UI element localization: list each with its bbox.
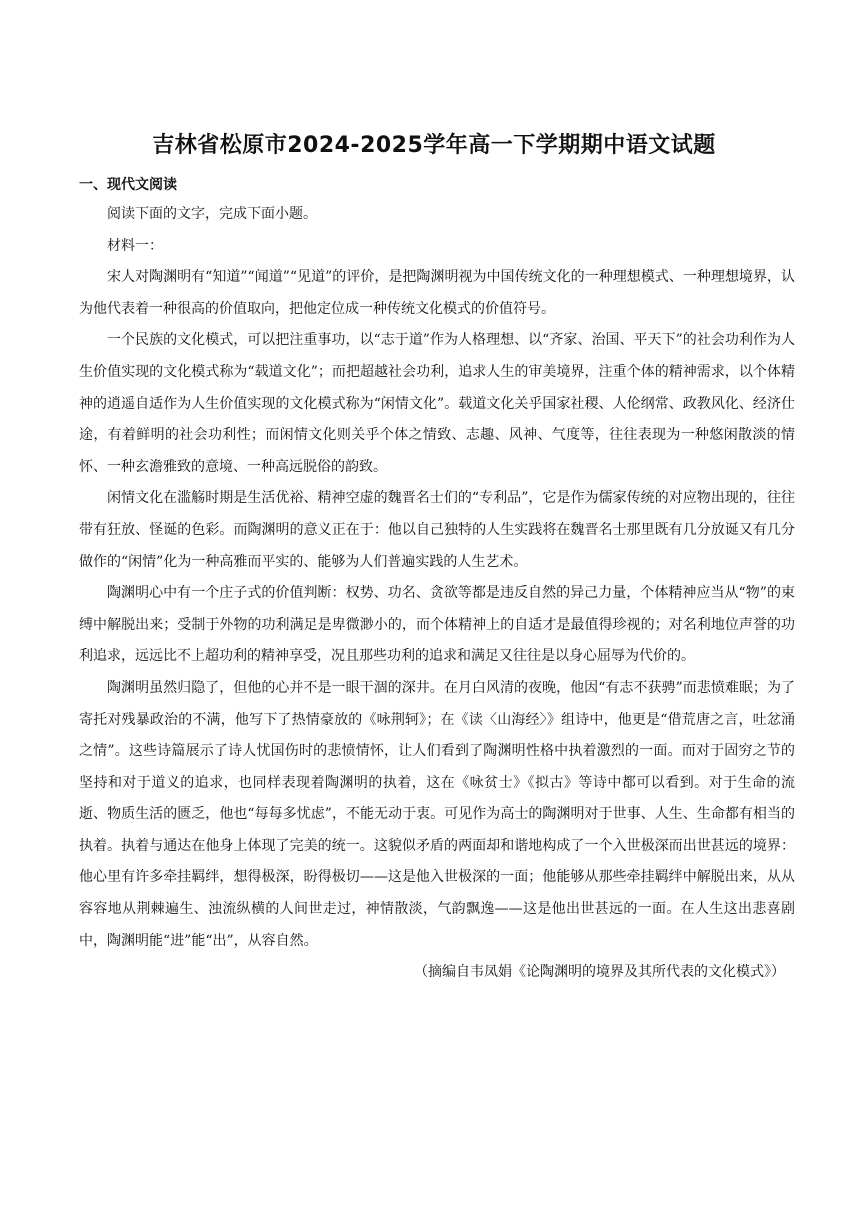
page-title: 吉林省松原市2024-2025学年高一下学期期中语文试题 bbox=[152, 133, 716, 158]
paragraph-2: 一个民族的文化模式，可以把注重事功，以“志于道”作为人格理想、以“齐家、治国、平天下”的社会功利作为人生价值实现的文化模式称为“载道文化”；而把超越社会功利，追求人生的审美境界，注重个体的精神需求，以个体精神的逍遥自适作为人生价值实现的文化模式称为“闲情文化”。载道文化关乎国家社稷、人伦纲常、政教风化、经济仕途，有着鲜明的社会功利性；而闲情文化则关乎个体之情致、志趣、风神、气度等，往往表现为一种悠闲散淡的情怀、一种玄澹雅致的意境、一种高远脱俗的韵致。 bbox=[79, 332, 795, 475]
paragraph-1: 宋人对陶渊明有“知道”“闻道”“见道”的评价，是把陶渊明视为中国传统文化的一种理想模式、一种理想境界，认为他代表着一种很高的价值取向，把他定位成一种传统文化模式的价值符号。 bbox=[79, 269, 795, 317]
paragraph-5: 陶渊明虽然归隐了，但他的心并不是一眼干涸的深井。在月白风清的夜晚，他因“有志不获骋”而悲愤难眠；为了寄托对残暴政治的不满，他写下了热情豪放的《咏荆轲》；在《读〈山海经〉》组诗中，他更是“借荒唐之言，吐忿涌之情”。这些诗篇展示了诗人忧国伤时的悲愤情怀，让人们看到了陶渊明性格中执着激烈的一面。而对于固穷之节的坚持和对于道义的追求，也同样表现着陶渊明的执着，这在《咏贫士》《拟古》等诗中都可以看到。对于生命的流逝、物质生活的匮乏，他也“每每多忧虑”，不能无动于衷。可见作为高士的陶渊明对于世事、人生、生命都有相当的执着。执着与通达在他身上体现了完美的统一。这貌似矛盾的两面却和谐地构成了一个入世极深而出世甚远的境界：他心里有许多牵挂羁绊，想得极深，盼得极切——这是他入世极深的一面；他能够从那些牵挂羁绊中解脱出来，从从容容地从荆棘遍生、浊流纵横的人间世走过，神情散淡，气韵飘逸——这是他出世甚远的一面。在人生这出悲喜剧中，陶渊明能“进”能“出”，从容自然。 bbox=[79, 679, 795, 949]
paragraph-3: 闲情文化在滥觞时期是生活优裕、精神空虚的魏晋名士们的“专利品”，它是作为儒家传统的对应物出现的，往往带有狂放、怪诞的色彩。而陶渊明的意义正在于：他以自己独特的人生实践将在魏晋名士那里既有几分放诞又有几分做作的“闲情”化为一种高雅而平实的、能够为人们普遍实践的人生艺术。 bbox=[79, 490, 795, 570]
material-label: 材料一： bbox=[107, 237, 163, 254]
source-citation: （摘编自韦凤娟《论陶渊明的境界及其所代表的文化模式》） bbox=[414, 964, 785, 981]
paragraph-4: 陶渊明心中有一个庄子式的价值判断：权势、功名、贪欲等都是违反自然的异己力量，个体精神应当从“物”的束缚中解脱出来；受制于外物的功利满足是卑微渺小的，而个体精神上的自适才是最值得珍视的；对名利地位声誉的功利追求，远远比不上超功利的精神享受，况且那些功利的追求和满足又往往是以身心屈辱为代价的。 bbox=[79, 585, 795, 665]
instruction-text: 阅读下面的文字，完成下面小题。 bbox=[107, 206, 317, 222]
reading-passage bbox=[79, 199, 795, 989]
section-heading: 一、现代文阅读 bbox=[79, 177, 177, 193]
